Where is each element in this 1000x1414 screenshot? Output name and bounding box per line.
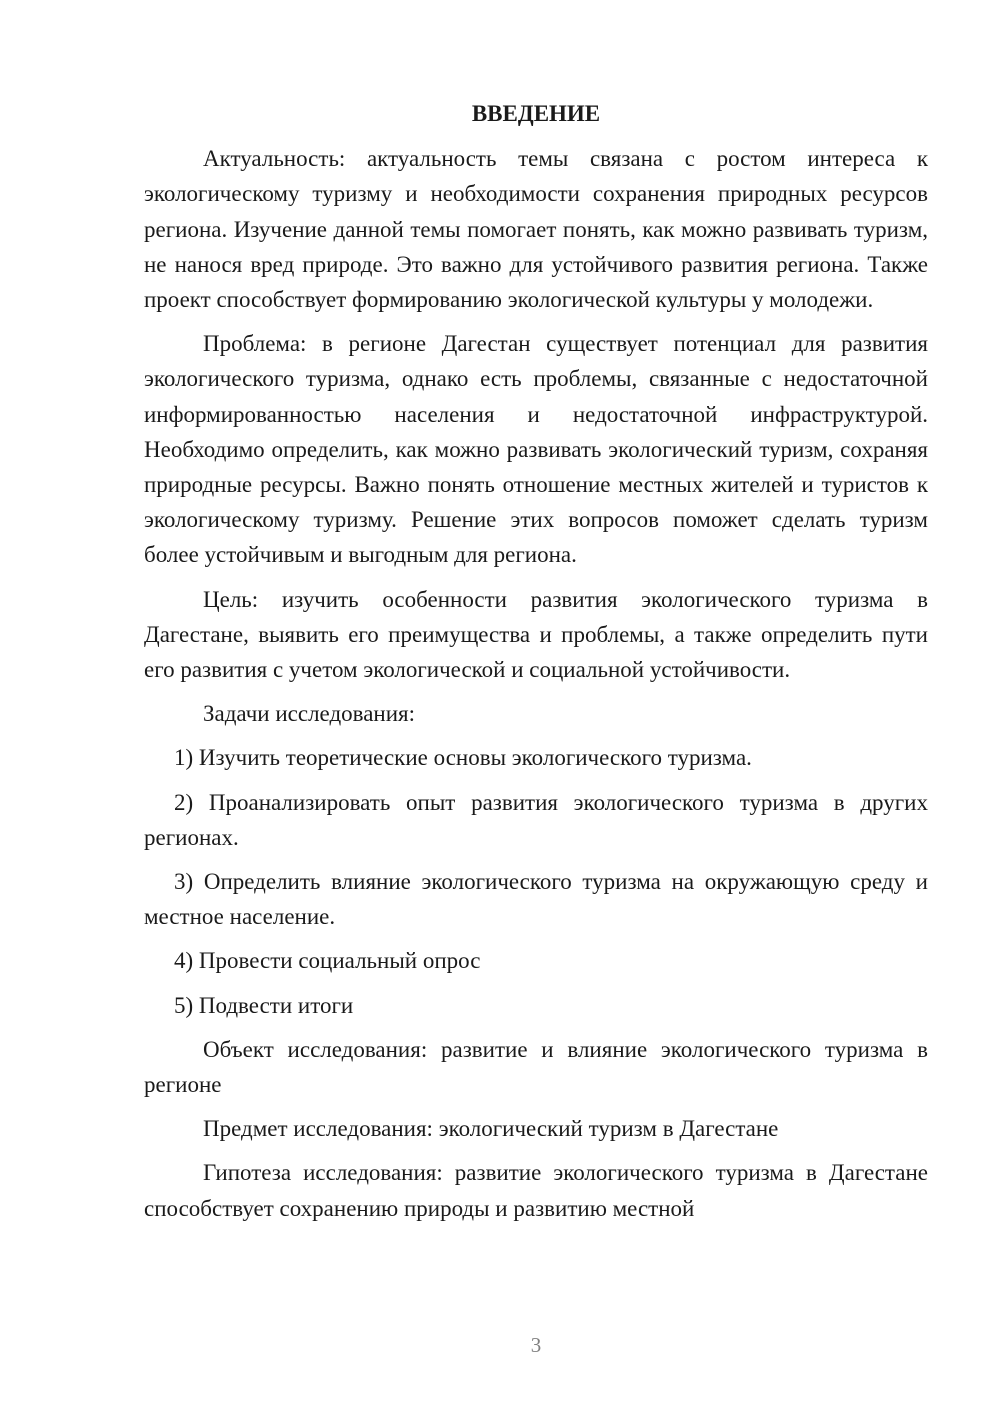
- task-item: 3) Определить влияние экологического туризма на окружающую среду и местное население.: [144, 869, 928, 930]
- page-title: ВВЕДЕНИЕ: [471, 101, 601, 126]
- subject-paragraph: Предмет исследования: экологический туризм в Дагестане: [203, 1116, 779, 1142]
- object-paragraph: Объект исследования: развитие и влияние экологического туризма в регионе: [144, 1036, 928, 1098]
- document-body: [144, 96, 928, 1235]
- tasks-heading: Задачи исследования:: [203, 701, 416, 727]
- task-item: 5) Подвести итоги: [174, 992, 354, 1018]
- relevance-paragraph: Актуальность: актуальность темы связана с ростом интереса к экологическому туризму и необходимости сохранения природных ресурсов региона. Изучение данной темы помогает понять, как можно развивать туризм, не нанося вред природе. Это важно для устойчивого развития региона. Также проект способствует формированию экологической культуры у молодежи.: [144, 146, 928, 313]
- task-item: 4) Провести социальный опрос: [174, 948, 481, 974]
- task-item: 2) Проанализировать опыт развития экологического туризма в других регионах.: [144, 789, 928, 850]
- problem-paragraph: Проблема: в регионе Дагестан существует потенциал для развития экологического туризма, однако есть проблемы, связанные с недостаточной информированностью населения и недостаточной инфраструктурой. Необходимо определить, как можно развивать экологический туризм, сохраняя природные ресурсы. Важно понять отношение местных жителей и туристов к экологическому туризму. Решение этих вопросов поможет сделать туризм более устойчивым и выгодным для региона.: [144, 331, 928, 568]
- hypothesis-paragraph: Гипотеза исследования: развитие экологического туризма в Дагестане способствует сохранению природы и развитию местной: [144, 1160, 928, 1221]
- page-number: 3: [530, 1333, 542, 1357]
- task-item: 1) Изучить теоретические основы экологического туризма.: [174, 745, 752, 771]
- goal-paragraph: Цель: изучить особенности развития экологического туризма в Дагестане, выявить его преимущества и проблемы, а также определить пути его развития с учетом экологической и социальной устойчивости.: [144, 586, 928, 683]
